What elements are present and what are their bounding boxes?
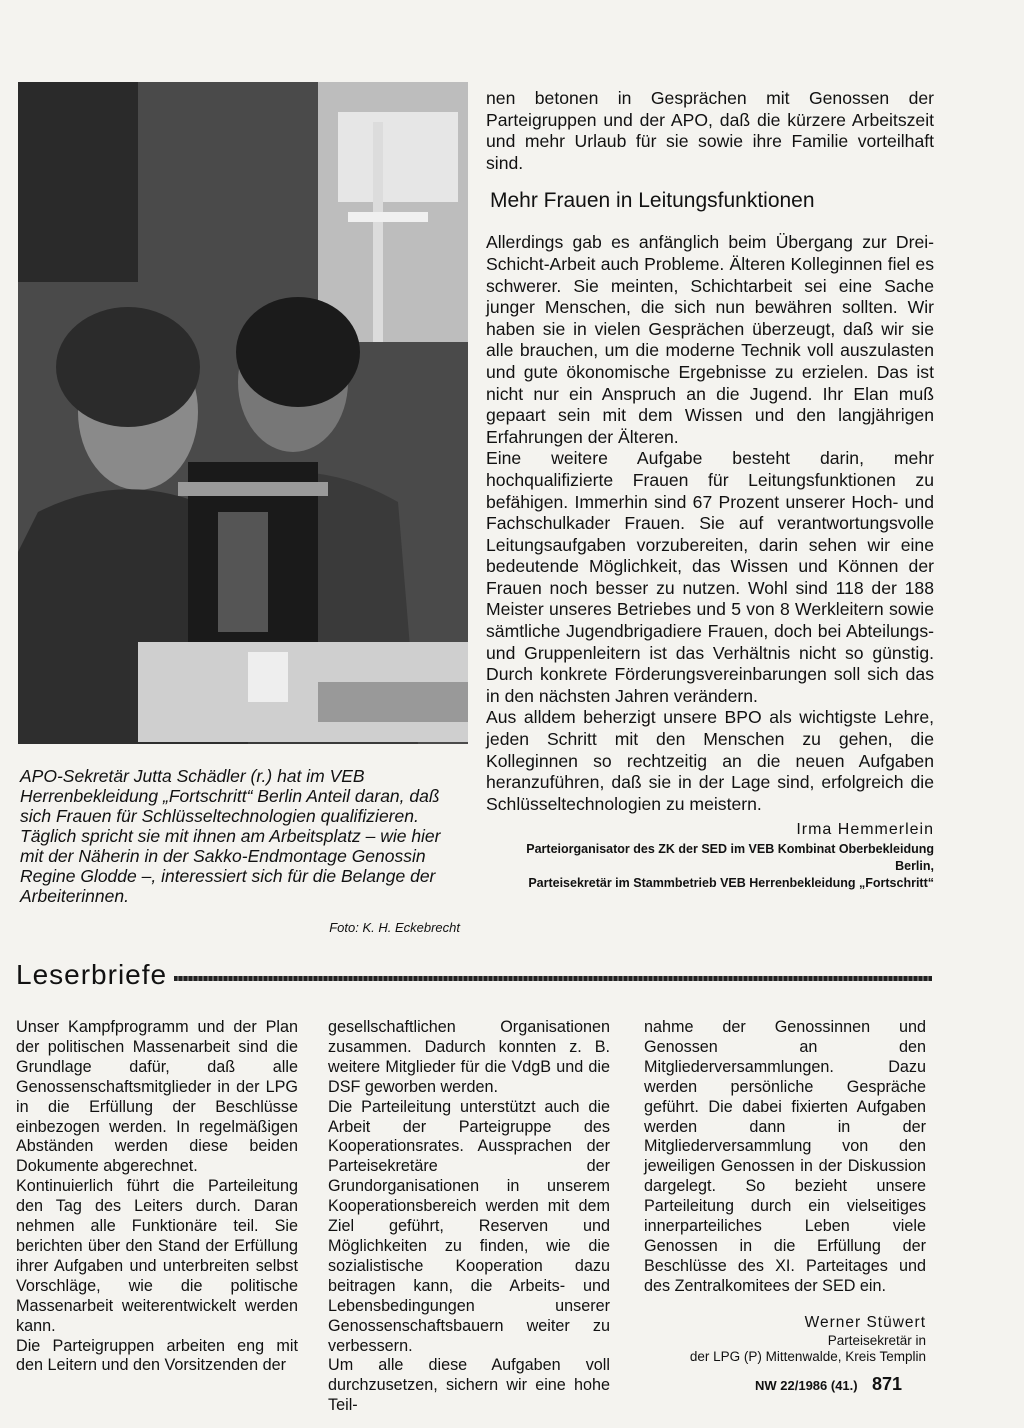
letter-paragraph: Kontinuierlich führt die Parteileitung den Tag des Leiters durch. Daran nehmen alle Funktionäre teil. Sie berichten über den Stand der Erfüllung ihrer Aufgaben und unterbreiten selbst Vorschläge, wie die politische Massenarbeit weiterentwickelt werden kann. [16, 1177, 298, 1335]
photo-credit: Foto: K. H. Eckebrecht [329, 920, 460, 935]
letter-paragraph: gesellschaftlichen Organisationen zusammen. Dadurch konnten z. B. weitere Mitglieder für die VdgB und die DSF geworben werden. [328, 1018, 610, 1096]
letters-header [16, 958, 932, 992]
letter-paragraph: Um alle diese Aufgaben voll durchzusetzen, sichern wir eine hohe Teil- [328, 1356, 610, 1415]
letters-column-1 [16, 1018, 298, 1376]
letters-rule [174, 976, 932, 981]
photo-illustration [18, 82, 468, 744]
article-author-role: Parteisekretär im Stammbetrieb VEB Herrenbekleidung „Fortschritt“ [528, 876, 934, 890]
letter-paragraph: Die Parteileitung unterstützt auch die Arbeit der Parteigruppe des Kooperationsrates. Aussprachen der Parteisekretäre der Grundorganisationen in unserem Kooperationsbereich werden mit dem Ziel geführt, Reserven und Möglichkeiten zu finden, wie die sozialistische Kooperation dazu beitragen kann, die Arbeits- und Lebensbedingungen unserer Genossenschaftsbauern weiter zu verbessern. [328, 1097, 610, 1355]
letters-column-3 [644, 1018, 926, 1365]
letter-paragraph: Unser Kampfprogramm und der Plan der politischen Massenarbeit sind die Grundlage dafür, daß alle Genossenschaftsmitglieder in der LPG in die Erfüllung der Beschlüsse einbezogen werden. In regelmäßigen Abständen werden diese beiden Dokumente abgerechnet. [16, 1018, 298, 1176]
letters-column-2 [328, 1018, 610, 1416]
letter-author-role: Parteisekretär in [827, 1332, 926, 1348]
letter-paragraph: nahme der Genossinnen und Genossen an den Mitgliederversammlungen. Dazu werden persönliche Gespräche geführt. Die dabei fixierten Aufgaben werden dann in der Mitgliederversammlung von den jeweiligen Genossen in der Diskussion dargelegt. So bezieht unsere Parteileitung durch ein vielseitiges innerparteiliches Leben viele Genossen in die Erfüllung der Beschlüsse des XI. Parteitages und des Zentralkomitees der SED ein. [644, 1018, 926, 1295]
article-author: Irma Hemmerlein [796, 821, 934, 839]
issue-number: NW 22/1986 (41.) [755, 1378, 858, 1393]
letter-author: Werner Stüwert [804, 1313, 926, 1331]
article-photo [18, 82, 468, 744]
article-author-role: Parteiorganisator des ZK der SED im VEB Kombinat Oberbekleidung Berlin, [526, 842, 934, 873]
photo-caption: APO-Sekretär Jutta Schädler (r.) hat im VEB Herrenbekleidung „Fortschritt“ Berlin Anteil daran, daß sich Frauen für Schlüsseltechnologien qualifizieren. Täglich spricht sie mit ihnen am Arbeitsplatz – wie hier mit der Näherin in der Sakko-Endmontage Genossin Regine Glodde –, interessiert sich für die Belange der Arbeiterinnen. [20, 766, 441, 906]
article-intro: nen betonen in Gesprächen mit Genossen der Parteigruppen und der APO, daß die kürzere Arbeitszeit und mehr Urlaub für sie sowie ihre Familie vorteilhaft sind. [486, 88, 934, 173]
page-number: 871 [872, 1374, 903, 1394]
letters-title: Leserbriefe [16, 959, 168, 990]
letter-author-role: der LPG (P) Mittenwalde, Kreis Templin [689, 1348, 926, 1364]
article-paragraph: Eine weitere Aufgabe besteht darin, mehr hochqualifizierte Frauen für Leitungsfunktionen zu befähigen. Immerhin sind 67 Prozent unserer Hoch- und Fachschulkader Frauen. Sie auf verantwortungsvolle Leitungsaufgaben vorzubereiten, darin sehen wir eine bedeutende Möglichkeit, das Wissen und Können der Frauen noch besser zu nutzen. Wohl sind 118 der 188 Meister unseres Betriebes und 5 von 8 Werkleitern sowie sämtliche Jugendbrigadiere Frauen, doch bei Abteilungs- und Gruppenleitern ist das Verhältnis nicht so günstig. Durch konkrete Förderungsvereinbarungen soll sich das in den nächsten Jahren verändern. [486, 448, 934, 706]
article-paragraph: Allerdings gab es anfänglich beim Übergang zur Drei-Schicht-Arbeit auch Probleme. Älteren Kolleginnen fiel es schwerer. Sie meinten, Schichtarbeit sei eine Sache junger Menschen, die sich nun bewähren sollten. Wir haben sie in vielen Gesprächen überzeugt, daß wir sie alle brauchen, um die moderne Technik voll auszulasten und gute ökonomische Ergebnisse zu erzielen. Das ist nicht nur ein Anspruch an die Jugend. Ihr Elan muß gepaart sein mit dem Wissen und den langjährigen Erfahrungen der Älteren. [486, 232, 934, 447]
letter-paragraph: Die Parteigruppen arbeiten eng mit den Leitern und den Vorsitzenden der [16, 1336, 298, 1375]
article-right-column [486, 88, 934, 892]
article-paragraph: Aus alldem beherzigt unsere BPO als wichtigste Lehre, jeden Schritt mit den Menschen zu gehen, die Kolleginnen so rechtzeitig an die neuen Aufgaben heranzuführen, daß sie in der Lage sind, erfolgreich die Schlüsseltechnologien zu meistern. [486, 707, 934, 814]
article-heading: Mehr Frauen in Leitungsfunktionen [490, 189, 815, 213]
